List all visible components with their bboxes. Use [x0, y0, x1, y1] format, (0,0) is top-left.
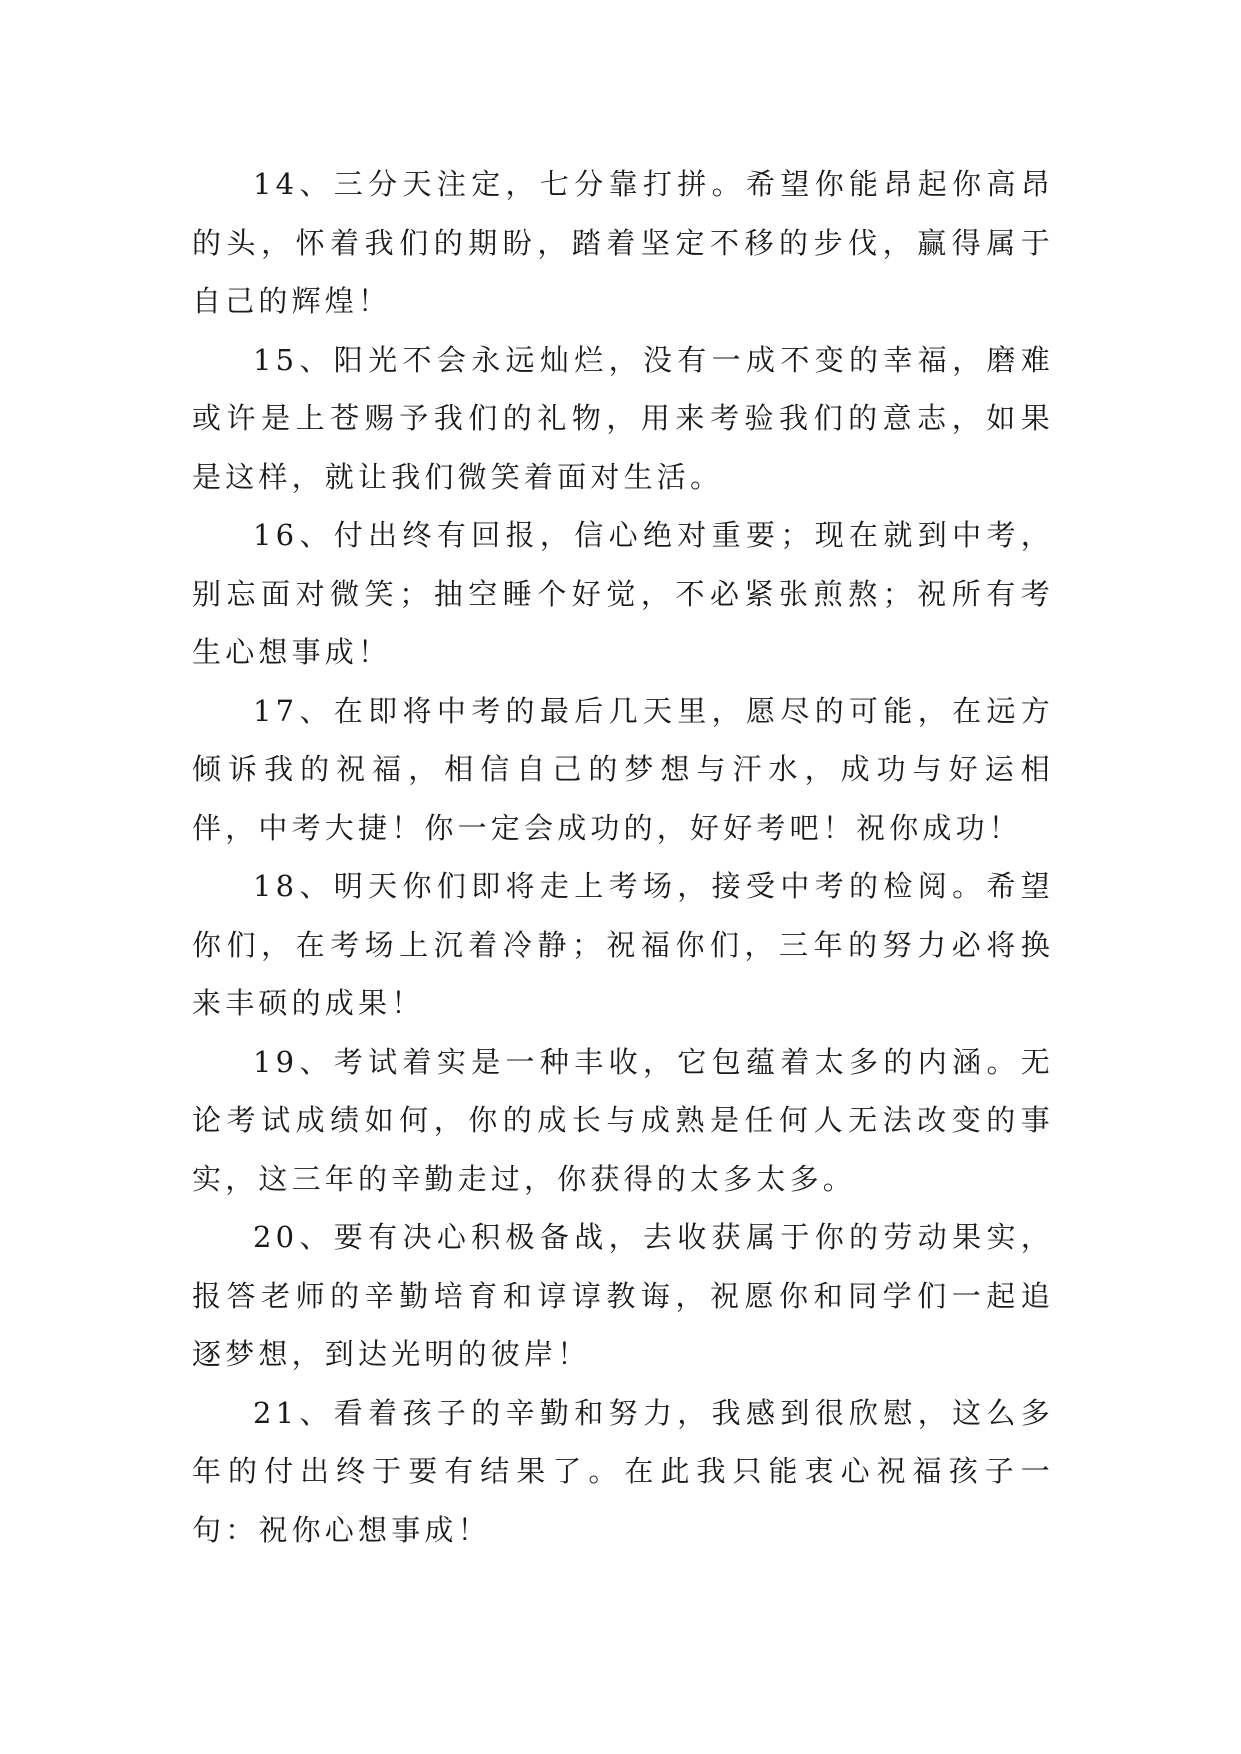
paragraph-21: 21、看着孩子的辛勤和努力，我感到很欣慰，这么多年的付出终于要有结果了。在此我只能衷心祝福孩子一句：祝你心想事成！ — [192, 1395, 1054, 1547]
paragraph-14: 14、三分天注定，七分靠打拼。希望你能昂起你高昂的头，怀着我们的期盼，踏着坚定不移的步伐，赢得属于自己的辉煌！ — [192, 167, 1054, 318]
paragraph-19: 19、考试着实是一种丰收，它包蕴着太多的内涵。无论考试成绩如何，你的成长与成熟是任何人无法改变的事实，这三年的辛勤走过，你获得的太多太多。 — [192, 1044, 1054, 1196]
paragraph-16: 16、付出终有回报，信心绝对重要；现在就到中考，别忘面对微笑；抽空睡个好觉，不必紧张煎熬；祝所有考生心想事成！ — [192, 518, 1054, 669]
paragraph-18: 18、明天你们即将走上考场，接受中考的检阅。希望你们，在考场上沉着冷静；祝福你们，三年的努力必将换来丰硕的成果！ — [192, 869, 1054, 1020]
paragraph-20: 20、要有决心积极备战，去收获属于你的劳动果实，报答老师的辛勤培育和谆谆教诲，祝愿你和同学们一起追逐梦想，到达光明的彼岸！ — [192, 1220, 1054, 1371]
paragraph-15: 15、阳光不会永远灿烂，没有一成不变的幸福，磨难或许是上苍赐予我们的礼物，用来考验我们的意志，如果是这样，就让我们微笑着面对生活。 — [192, 342, 1054, 494]
document-page — [192, 155, 1054, 1559]
paragraph-17: 17、在即将中考的最后几天里，愿尽的可能，在远方倾诉我的祝福，相信自己的梦想与汗水，成功与好运相伴，中考大捷！你一定会成功的，好好考吧！祝你成功！ — [192, 693, 1054, 845]
